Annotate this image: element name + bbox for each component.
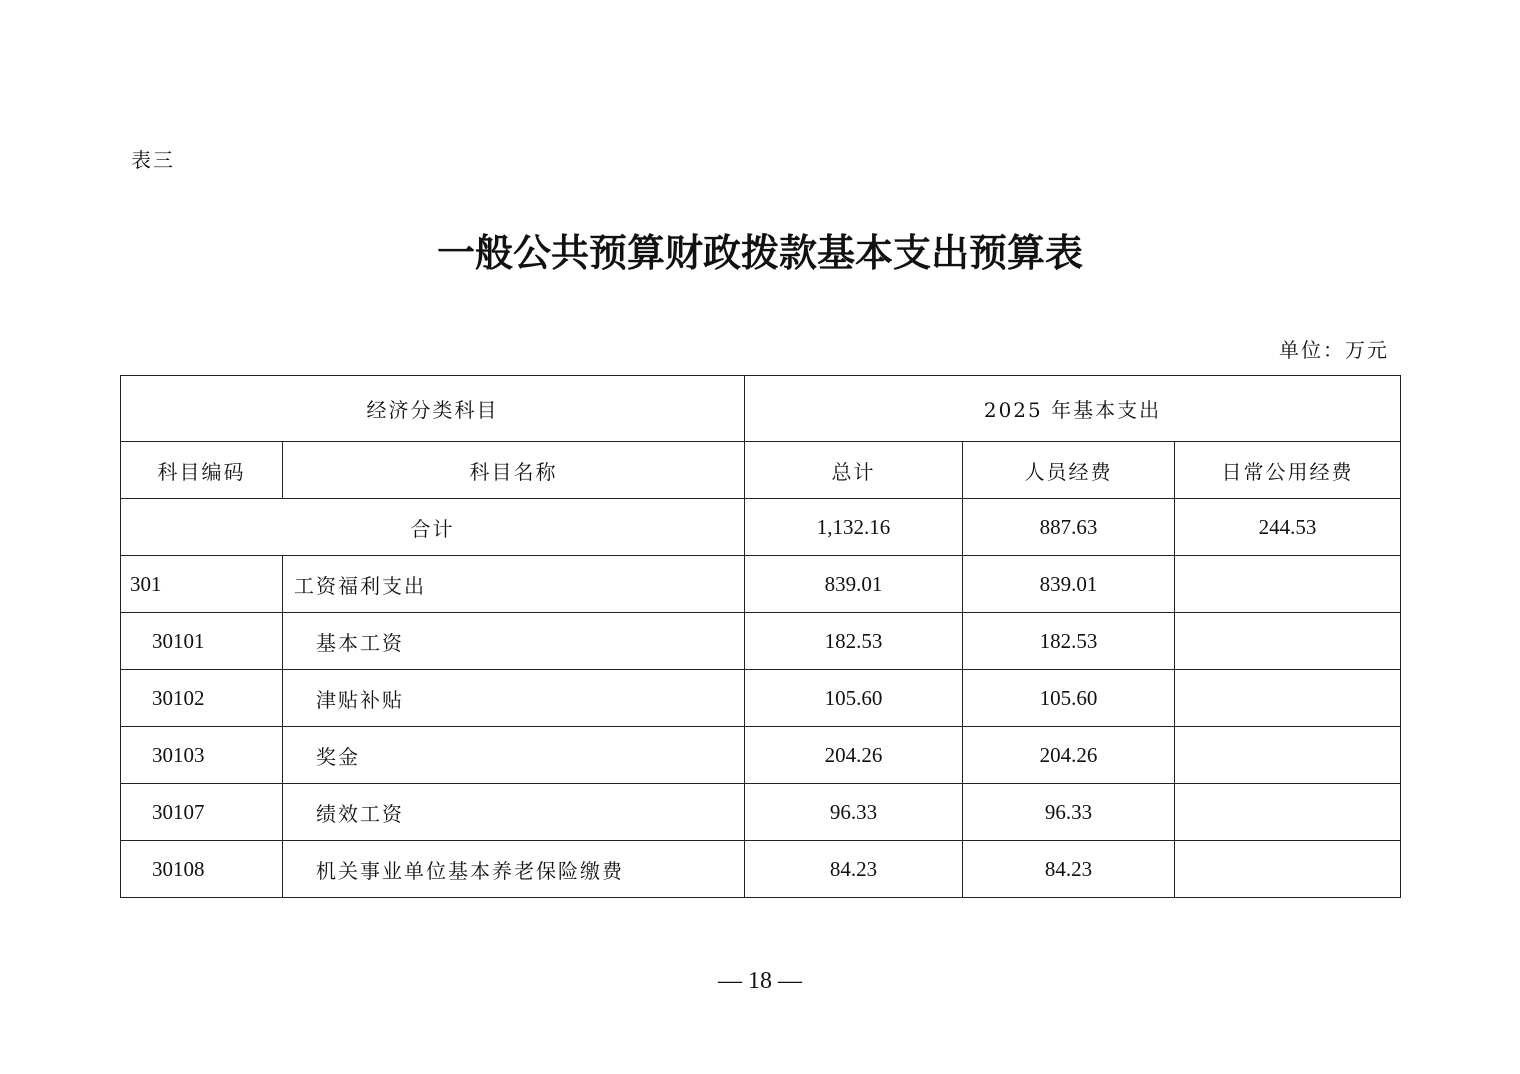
page-title: 一般公共预算财政拨款基本支出预算表 xyxy=(436,230,1083,275)
group-header-row xyxy=(121,376,1401,442)
row-personnel: 96.33 xyxy=(963,784,1175,841)
budget-table xyxy=(120,375,1401,898)
row-name: 津贴补贴 xyxy=(283,670,745,727)
table-row xyxy=(121,727,1401,784)
row-personnel: 182.53 xyxy=(963,613,1175,670)
year-basic-expense-header: 2025 年基本支出 xyxy=(745,376,1401,442)
total-row xyxy=(121,499,1401,556)
row-code: 30102 xyxy=(121,670,283,727)
total-personnel: 887.63 xyxy=(963,499,1175,556)
table-label: 表三 xyxy=(131,148,175,172)
row-total: 182.53 xyxy=(745,613,963,670)
col-header-code: 科目编码 xyxy=(121,442,283,499)
col-header-personnel: 人员经费 xyxy=(963,442,1175,499)
row-personnel: 839.01 xyxy=(963,556,1175,613)
table-row xyxy=(121,784,1401,841)
row-public xyxy=(1175,841,1401,898)
row-personnel: 204.26 xyxy=(963,727,1175,784)
row-total: 204.26 xyxy=(745,727,963,784)
unit-label: 单位：万元 xyxy=(1279,338,1389,362)
row-public xyxy=(1175,784,1401,841)
row-public xyxy=(1175,613,1401,670)
total-total: 1,132.16 xyxy=(745,499,963,556)
row-name: 机关事业单位基本养老保险缴费 xyxy=(283,841,745,898)
row-public xyxy=(1175,670,1401,727)
row-total: 839.01 xyxy=(745,556,963,613)
column-header-row xyxy=(121,442,1401,499)
row-code: 30103 xyxy=(121,727,283,784)
economic-class-header: 经济分类科目 xyxy=(121,376,745,442)
row-code: 30101 xyxy=(121,613,283,670)
total-public: 244.53 xyxy=(1175,499,1401,556)
row-total: 96.33 xyxy=(745,784,963,841)
row-name: 工资福利支出 xyxy=(283,556,745,613)
row-public xyxy=(1175,556,1401,613)
row-public xyxy=(1175,727,1401,784)
table-row xyxy=(121,841,1401,898)
row-name: 绩效工资 xyxy=(283,784,745,841)
col-header-total: 总计 xyxy=(745,442,963,499)
row-personnel: 84.23 xyxy=(963,841,1175,898)
row-code: 30108 xyxy=(121,841,283,898)
page-number: — 18 — xyxy=(718,968,802,994)
row-code: 30107 xyxy=(121,784,283,841)
row-total: 84.23 xyxy=(745,841,963,898)
total-label: 合计 xyxy=(121,499,745,556)
row-total: 105.60 xyxy=(745,670,963,727)
row-code: 301 xyxy=(121,556,283,613)
row-name: 奖金 xyxy=(283,727,745,784)
table-row xyxy=(121,670,1401,727)
table-row xyxy=(121,613,1401,670)
row-personnel: 105.60 xyxy=(963,670,1175,727)
table-row xyxy=(121,556,1401,613)
col-header-name: 科目名称 xyxy=(283,442,745,499)
row-name: 基本工资 xyxy=(283,613,745,670)
col-header-public: 日常公用经费 xyxy=(1175,442,1401,499)
